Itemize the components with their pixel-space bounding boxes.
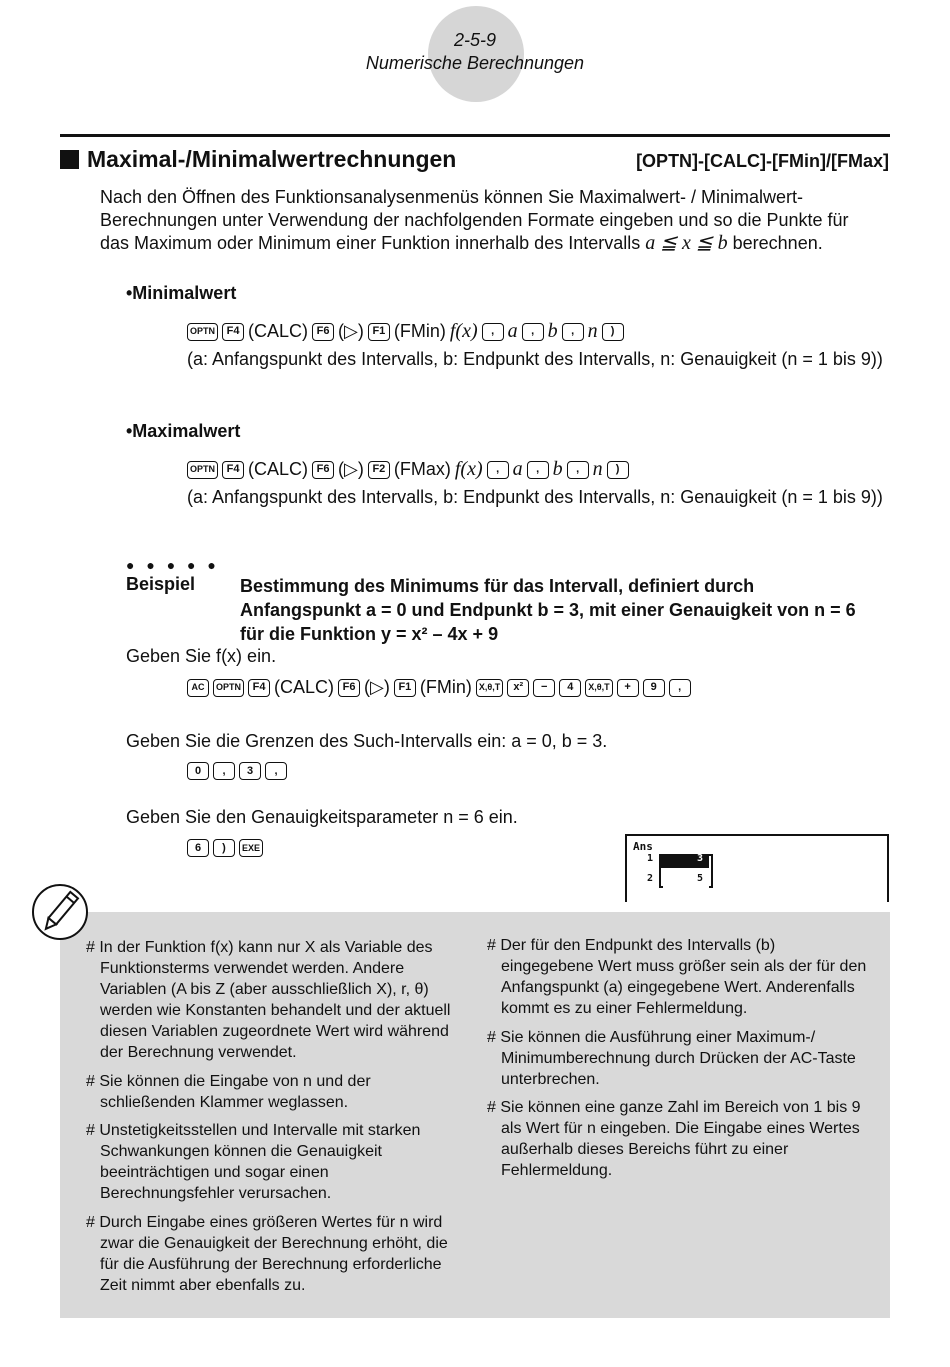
f4-key: F4 bbox=[222, 323, 244, 341]
minimal-label: •Minimalwert bbox=[126, 283, 237, 303]
zero-key: 0 bbox=[187, 762, 209, 780]
note-left-3: # Unstetigkeitsstellen und Intervalle mit starken Schwankungen können die Genauigkeit beeinträchtigen und sogar einen Berechnungsfehler verursachen. bbox=[86, 1122, 421, 1202]
six-key: 6 bbox=[187, 839, 209, 857]
minus-key: − bbox=[533, 679, 555, 697]
comma-key: , bbox=[669, 679, 691, 697]
minimal-params: (a: Anfangspunkt des Intervalls, b: Endpunkt des Intervalls, n: Genauigkeit (n = 1 bis 9)) bbox=[187, 349, 883, 369]
close-paren-key: ) bbox=[607, 461, 629, 479]
f1-key: F1 bbox=[394, 679, 416, 697]
step-2-text: Geben Sie die Grenzen des Such-Intervalls ein: a = 0, b = 3. bbox=[126, 731, 608, 751]
optn-key: OPTN bbox=[187, 461, 218, 479]
intro-line-1: Nach den Öffnen des Funktionsanalysenmenüs können Sie Maximalwert- / Minimalwert- bbox=[100, 187, 803, 207]
f6-key: F6 bbox=[312, 461, 334, 479]
ac-key: AC bbox=[187, 679, 209, 697]
screen-row-1: 1 bbox=[647, 853, 654, 864]
calculator-screen bbox=[625, 834, 889, 902]
optn-key: OPTN bbox=[213, 679, 244, 697]
section-title bbox=[60, 146, 456, 173]
step-1-text: Geben Sie f(x) ein. bbox=[126, 646, 277, 666]
intro-line-3: das Maximum oder Minimum einer Funktion innerhalb des Intervalls a ≦ x ≦ b berechnen. bbox=[100, 232, 823, 254]
comma-key: , bbox=[482, 323, 504, 341]
note-right-2: # Sie können die Ausführung einer Maximum-/ Minimumberechnung durch Drücken der AC-Taste unterbrechen. bbox=[487, 1029, 856, 1088]
note-right-3: # Sie können eine ganze Zahl im Bereich von 1 bis 9 als Wert für n eingeben. Die Eingabe eines Wertes außerhalb dieses Bereichs führt zu einer Fehlermeldung. bbox=[487, 1099, 861, 1179]
screen-row-2: 2 bbox=[647, 873, 654, 884]
comma-key: , bbox=[487, 461, 509, 479]
screen-ans: Ans bbox=[633, 840, 653, 853]
screen-value-1: 3 bbox=[697, 853, 704, 864]
comma-key: , bbox=[265, 762, 287, 780]
note-left-4: # Durch Eingabe eines größeren Wertes für n wird zwar die Genauigkeit der Berechnung erhöht, die für die Ausführung der Berechnung erforderliche Zeit nimmt aber ebenfalls zu. bbox=[86, 1214, 448, 1294]
screen-value-2: 5 bbox=[697, 873, 704, 884]
pencil-icon bbox=[30, 882, 90, 942]
step-3-keys bbox=[187, 839, 263, 857]
example-text: Bestimmung des Minimums für das Intervall, definiert durch Anfangspunkt a = 0 und Endpunkt b = 3, mit einer Genauigkeit von n = 6 für die Funktion y = x² – 4x + 9 bbox=[240, 576, 856, 644]
square-icon bbox=[60, 150, 79, 169]
optn-key: OPTN bbox=[187, 323, 218, 341]
section-title-text: Maximal-/Minimalwertrechnungen bbox=[87, 146, 457, 172]
maximal-label: •Maximalwert bbox=[126, 421, 241, 441]
comma-key: , bbox=[522, 323, 544, 341]
note-left-2: # Sie können die Eingabe von n und der schließenden Klammer weglassen. bbox=[86, 1073, 371, 1111]
f4-key: F4 bbox=[222, 461, 244, 479]
intro-paragraph bbox=[100, 186, 900, 255]
note-right-1: # Der für den Endpunkt des Intervalls (b) eingegebene Wert muss größer sein als der für den Anfangspunkt (a) eingegebene Wert. Anderenfalls kommt es zu einer Fehlermeldung. bbox=[487, 937, 867, 1017]
note-left-1: # In der Funktion f(x) kann nur X als Variable des Funktionsterms verwendet werden. Andere Variablen (A bis Z (aber ausschließlich X), r, θ) werden wie Konstanten behandelt und der aktuell diesen Variablen zugeordnete Wert wird während der Berechnung verwendet. bbox=[86, 939, 451, 1061]
close-paren-key: ) bbox=[213, 839, 235, 857]
minimal-keyline: OPTN F4 (CALC) F6 (▷) F1 (FMin) f(x) , a , b , n ) bbox=[187, 320, 624, 343]
nine-key: 9 bbox=[643, 679, 665, 697]
f6-key: F6 bbox=[338, 679, 360, 697]
example-dots: ● ● ● ● ● bbox=[126, 557, 220, 573]
intro-line-2: Berechnungen unter Verwendung der nachfolgenden Formate eingeben und so die Punkte für bbox=[100, 210, 849, 230]
top-rule bbox=[60, 134, 890, 137]
step-2-keys bbox=[187, 762, 287, 780]
maximal-params: (a: Anfangspunkt des Intervalls, b: Endpunkt des Intervalls, n: Genauigkeit (n = 1 bis 9)) bbox=[187, 487, 883, 507]
section-keys: [OPTN]-[CALC]-[FMin]/[FMax] bbox=[636, 151, 889, 171]
f4-key: F4 bbox=[248, 679, 270, 697]
comma-key: , bbox=[213, 762, 235, 780]
step-1-keys: AC OPTN F4 (CALC) F6 (▷) F1 (FMin) X,θ,T x² − 4 X,θ,T + 9 , bbox=[187, 677, 691, 698]
f1-key: F1 bbox=[368, 323, 390, 341]
xt-key: X,θ,T bbox=[476, 679, 503, 697]
comma-key: , bbox=[527, 461, 549, 479]
three-key: 3 bbox=[239, 762, 261, 780]
f2-key: F2 bbox=[368, 461, 390, 479]
maximal-keyline: OPTN F4 (CALC) F6 (▷) F2 (FMax) f(x) , a , b , n ) bbox=[187, 458, 629, 481]
f6-key: F6 bbox=[312, 323, 334, 341]
page-number: 2-5-9 bbox=[453, 30, 497, 50]
x-squared-key: x² bbox=[507, 679, 529, 697]
chapter-title: Numerische Berechnungen bbox=[365, 53, 585, 73]
step-3-text: Geben Sie den Genauigkeitsparameter n = 6 ein. bbox=[126, 807, 518, 827]
comma-key: , bbox=[562, 323, 584, 341]
close-paren-key: ) bbox=[602, 323, 624, 341]
plus-key: + bbox=[617, 679, 639, 697]
exe-key: EXE bbox=[239, 839, 263, 857]
matrix-bracket-right bbox=[709, 854, 713, 888]
example-label: Beispiel bbox=[126, 574, 196, 594]
comma-key: , bbox=[567, 461, 589, 479]
xt-key: X,θ,T bbox=[585, 679, 612, 697]
four-key: 4 bbox=[559, 679, 581, 697]
